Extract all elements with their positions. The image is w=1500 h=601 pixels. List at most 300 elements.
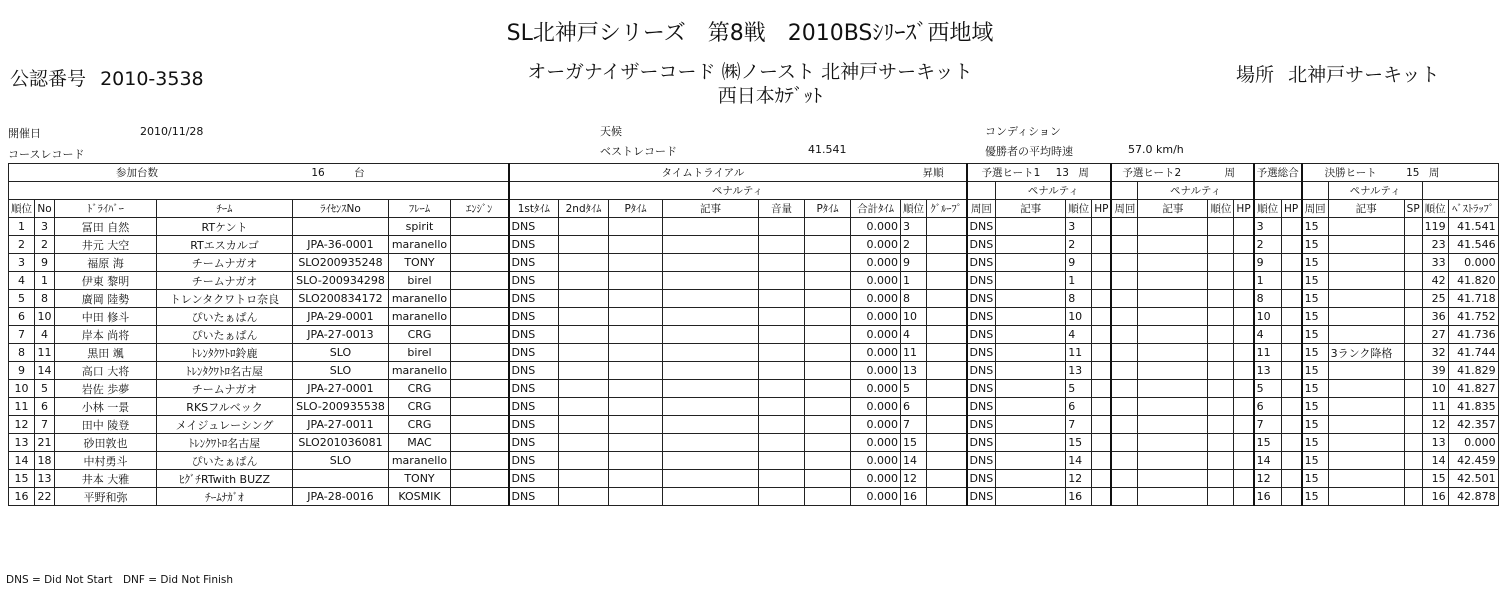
cell-agg: 14: [1254, 452, 1282, 470]
column-header: 順位: [1066, 200, 1092, 218]
empty-cell: [759, 398, 805, 416]
empty-cell: [759, 308, 805, 326]
cell-note: [1328, 488, 1404, 506]
cell-best: 42.459: [1448, 452, 1498, 470]
empty-cell: [996, 254, 1066, 272]
empty-cell: [759, 470, 805, 488]
empty-cell: [1138, 380, 1208, 398]
result-row: [9, 344, 1499, 362]
cell-pos: 15: [9, 470, 35, 488]
cell-total: 0.000: [851, 236, 901, 254]
cell-no: 8: [35, 290, 55, 308]
result-row: [9, 398, 1499, 416]
empty-cell: [609, 470, 663, 488]
cell-frame: maranello: [389, 452, 451, 470]
empty-cell: [1234, 290, 1254, 308]
column-header: 順位: [1422, 200, 1448, 218]
cell-pos: 11: [9, 398, 35, 416]
cell-agg: 5: [1254, 380, 1282, 398]
cell-h1: DNS: [967, 218, 996, 236]
cell-pos: 1: [9, 218, 35, 236]
empty-cell: [1234, 398, 1254, 416]
empty-cell: [1281, 326, 1302, 344]
column-header: 周回: [1111, 200, 1138, 218]
column-header: HP: [1281, 200, 1302, 218]
cert-label: 公認番号: [10, 68, 87, 90]
cell-f_rank: 11: [1422, 398, 1448, 416]
cell-best: 0.000: [1448, 434, 1498, 452]
empty-cell: [451, 254, 509, 272]
tt-penalty-label: ペナルティ: [509, 182, 967, 200]
cell-pos: 13: [9, 434, 35, 452]
empty-cell: [1281, 434, 1302, 452]
cell-no: 18: [35, 452, 55, 470]
final-penalty-label: ペナルティ: [1328, 182, 1422, 200]
cell-total: 0.000: [851, 290, 901, 308]
cell-h1: DNS: [967, 452, 996, 470]
cell-frame: maranello: [389, 290, 451, 308]
cell-total: 0.000: [851, 380, 901, 398]
empty-cell: [663, 470, 759, 488]
empty-cell: [1208, 398, 1234, 416]
cell-h1_rank: 13: [1066, 362, 1092, 380]
result-row: [9, 326, 1499, 344]
result-row: [9, 236, 1499, 254]
empty-cell: [1111, 254, 1138, 272]
cell-license: SLO: [293, 362, 389, 380]
empty-cell: [1111, 290, 1138, 308]
cell-laps: 15: [1302, 470, 1329, 488]
cell-tt_rank: 7: [901, 416, 927, 434]
result-row: [9, 434, 1499, 452]
empty-cell: [759, 344, 805, 362]
cell-h1_rank: 16: [1066, 488, 1092, 506]
cell-laps: 15: [1302, 488, 1329, 506]
cell-team: ﾄﾚﾝﾀｸﾜﾄﾛ鈴鹿: [157, 344, 293, 362]
cell-team: ﾄﾚﾝﾀｸﾜﾄﾛ名古屋: [157, 362, 293, 380]
cell-f_rank: 119: [1422, 218, 1448, 236]
cell-note: [1328, 470, 1404, 488]
column-header: ﾌﾚｰﾑ: [389, 200, 451, 218]
cell-f_rank: 12: [1422, 416, 1448, 434]
cell-license: SLO200935248: [293, 254, 389, 272]
cell-tt_rank: 3: [901, 218, 927, 236]
empty-cell: [1208, 308, 1234, 326]
empty-cell: [1111, 236, 1138, 254]
empty-cell: [451, 380, 509, 398]
empty-cell: [1138, 452, 1208, 470]
heat2-label: 予選ヒート2: [1122, 167, 1182, 179]
empty-cell: [1092, 416, 1112, 434]
cell-pos: 14: [9, 452, 35, 470]
result-row: [9, 218, 1499, 236]
cell-agg: 1: [1254, 272, 1282, 290]
cell-h1: DNS: [967, 362, 996, 380]
empty-cell: [1092, 452, 1112, 470]
cell-h1_rank: 15: [1066, 434, 1092, 452]
empty-cell: [1234, 488, 1254, 506]
cell-team: ぴいたぁぱん: [157, 308, 293, 326]
empty-cell: [805, 344, 851, 362]
cell-no: 7: [35, 416, 55, 434]
cell-t1: DNS: [509, 218, 559, 236]
empty-cell: [663, 434, 759, 452]
empty-cell: [609, 416, 663, 434]
empty-cell: [1138, 290, 1208, 308]
empty-cell: [559, 254, 609, 272]
cell-driver: 小林 一景: [55, 398, 157, 416]
empty-cell: [996, 272, 1066, 290]
cell-frame: birel: [389, 344, 451, 362]
cell-agg: 6: [1254, 398, 1282, 416]
empty-cell: [759, 416, 805, 434]
empty-cell: [927, 236, 967, 254]
cell-license: SLO-200934298: [293, 272, 389, 290]
cell-best: 41.829: [1448, 362, 1498, 380]
empty-cell: [996, 380, 1066, 398]
empty-cell: [1138, 398, 1208, 416]
cell-total: 0.000: [851, 254, 901, 272]
empty-cell: [663, 416, 759, 434]
cell-frame: CRG: [389, 326, 451, 344]
cell-team: ﾋｸﾞﾁRTwith BUZZ: [157, 470, 293, 488]
empty-cell: [1138, 308, 1208, 326]
heat2-penalty-label: ペナルティ: [1138, 182, 1254, 200]
cell-h1_rank: 8: [1066, 290, 1092, 308]
empty-cell: [1092, 434, 1112, 452]
empty-cell: [609, 326, 663, 344]
cell-total: 0.000: [851, 470, 901, 488]
column-header: 順位: [1254, 200, 1282, 218]
empty-cell: [609, 308, 663, 326]
empty-cell: [1111, 452, 1138, 470]
cell-agg: 7: [1254, 416, 1282, 434]
empty-cell: [996, 236, 1066, 254]
empty-cell: [609, 434, 663, 452]
empty-cell: [805, 326, 851, 344]
empty-cell: [1111, 380, 1138, 398]
cell-team: メイジュレーシング: [157, 416, 293, 434]
cell-f_rank: 13: [1422, 434, 1448, 452]
cell-tt_rank: 11: [901, 344, 927, 362]
empty-cell: [996, 290, 1066, 308]
cell-pos: 5: [9, 290, 35, 308]
empty-cell: [805, 452, 851, 470]
cell-frame: TONY: [389, 470, 451, 488]
cell-t1: DNS: [509, 362, 559, 380]
course-record-label: コースレコード: [8, 148, 85, 161]
cell-total: 0.000: [851, 272, 901, 290]
empty-cell: [1234, 218, 1254, 236]
empty-cell: [927, 254, 967, 272]
column-header: 順位: [1208, 200, 1234, 218]
empty-cell: [1138, 416, 1208, 434]
empty-cell: [759, 236, 805, 254]
column-header: 記事: [1138, 200, 1208, 218]
cell-h1_rank: 5: [1066, 380, 1092, 398]
empty-cell: [1234, 326, 1254, 344]
cell-agg: 4: [1254, 326, 1282, 344]
cell-pos: 9: [9, 362, 35, 380]
avg-speed-value: 57.0 km/h: [1128, 143, 1184, 156]
empty-cell: [927, 416, 967, 434]
cell-h1: DNS: [967, 416, 996, 434]
cell-h1_rank: 14: [1066, 452, 1092, 470]
empty-cell: [1208, 362, 1234, 380]
empty-cell: [996, 218, 1066, 236]
empty-cell: [805, 254, 851, 272]
result-row: [9, 308, 1499, 326]
empty-cell: [559, 290, 609, 308]
cell-t1: DNS: [509, 416, 559, 434]
cell-best: 41.820: [1448, 272, 1498, 290]
empty-cell: [451, 344, 509, 362]
empty-cell: [996, 362, 1066, 380]
cell-h1: DNS: [967, 398, 996, 416]
empty-cell: [609, 272, 663, 290]
empty-cell: [927, 470, 967, 488]
cell-no: 14: [35, 362, 55, 380]
cell-frame: maranello: [389, 362, 451, 380]
empty-cell: [759, 290, 805, 308]
cell-best: 42.878: [1448, 488, 1498, 506]
cell-driver: 黒田 颯: [55, 344, 157, 362]
empty-cell: [1234, 344, 1254, 362]
cell-h1_rank: 12: [1066, 470, 1092, 488]
empty-cell: [1138, 434, 1208, 452]
venue-label: 場所: [1236, 64, 1275, 86]
cell-driver: 中村勇斗: [55, 452, 157, 470]
column-header: 周回: [967, 200, 996, 218]
cell-t1: DNS: [509, 380, 559, 398]
column-header: 順位: [901, 200, 927, 218]
cell-no: 22: [35, 488, 55, 506]
empty-cell: [559, 236, 609, 254]
empty-cell: [559, 470, 609, 488]
empty-cell: [927, 452, 967, 470]
cell-h1_rank: 2: [1066, 236, 1092, 254]
empty-cell: [609, 236, 663, 254]
cell-total: 0.000: [851, 452, 901, 470]
empty-cell: [805, 398, 851, 416]
column-header: 1stﾀｲﾑ: [509, 200, 559, 218]
empty-cell: [663, 380, 759, 398]
cell-note: 3ランク降格: [1328, 344, 1404, 362]
cell-license: [293, 218, 389, 236]
empty-cell: [1281, 254, 1302, 272]
cell-driver: 伊東 黎明: [55, 272, 157, 290]
empty-cell: [1404, 218, 1422, 236]
empty-cell: [1208, 488, 1234, 506]
empty-cell: [805, 236, 851, 254]
cell-h1_rank: 10: [1066, 308, 1092, 326]
empty-cell: [1281, 344, 1302, 362]
cell-laps: 15: [1302, 344, 1329, 362]
cell-no: 21: [35, 434, 55, 452]
column-header: ｴﾝｼﾞﾝ: [451, 200, 509, 218]
cell-team: チームナガオ: [157, 254, 293, 272]
column-header: 合計ﾀｲﾑ: [851, 200, 901, 218]
empty-cell: [1092, 254, 1112, 272]
cell-agg: 16: [1254, 488, 1282, 506]
empty-cell: [1234, 470, 1254, 488]
result-row: [9, 488, 1499, 506]
empty-cell: [1208, 344, 1234, 362]
empty-cell: [609, 452, 663, 470]
cell-laps: 15: [1302, 452, 1329, 470]
weather-label: 天候: [600, 125, 622, 138]
empty-cell: [1208, 272, 1234, 290]
empty-cell: [451, 416, 509, 434]
empty-cell: [927, 326, 967, 344]
cell-tt_rank: 6: [901, 398, 927, 416]
cell-h1_rank: 7: [1066, 416, 1092, 434]
empty-cell: [1208, 236, 1234, 254]
cell-best: 0.000: [1448, 254, 1498, 272]
empty-cell: [1111, 308, 1138, 326]
cell-laps: 15: [1302, 434, 1329, 452]
heat-total-label: 予選総合: [1254, 164, 1302, 182]
cell-h1: DNS: [967, 308, 996, 326]
empty-cell: [1111, 218, 1138, 236]
cell-t1: DNS: [509, 236, 559, 254]
cell-h1: DNS: [967, 380, 996, 398]
cell-h1_rank: 4: [1066, 326, 1092, 344]
empty-cell: [451, 326, 509, 344]
empty-cell: [805, 488, 851, 506]
empty-cell: [1092, 488, 1112, 506]
cell-best: 42.357: [1448, 416, 1498, 434]
empty-cell: [1138, 488, 1208, 506]
empty-cell: [1234, 236, 1254, 254]
cell-t1: DNS: [509, 470, 559, 488]
empty-cell: [1234, 434, 1254, 452]
cell-pos: 16: [9, 488, 35, 506]
empty-cell: [759, 452, 805, 470]
cell-note: [1328, 236, 1404, 254]
cell-license: JPA-29-0001: [293, 308, 389, 326]
empty-cell: [609, 380, 663, 398]
heat1-laps: 13: [1055, 167, 1069, 179]
cell-laps: 15: [1302, 308, 1329, 326]
empty-cell: [1092, 362, 1112, 380]
empty-cell: [1281, 380, 1302, 398]
empty-cell: [1092, 308, 1112, 326]
empty-cell: [663, 290, 759, 308]
cell-driver: 中田 修斗: [55, 308, 157, 326]
empty-cell: [451, 488, 509, 506]
cell-team: チームナガオ: [157, 380, 293, 398]
cell-t1: DNS: [509, 434, 559, 452]
empty-cell: [996, 308, 1066, 326]
cell-laps: 15: [1302, 218, 1329, 236]
result-row: [9, 254, 1499, 272]
cell-laps: 15: [1302, 272, 1329, 290]
cell-f_rank: 27: [1422, 326, 1448, 344]
cell-tt_rank: 1: [901, 272, 927, 290]
empty-cell: [759, 362, 805, 380]
cell-no: 4: [35, 326, 55, 344]
empty-cell: [1404, 344, 1422, 362]
empty-cell: [759, 434, 805, 452]
empty-cell: [559, 272, 609, 290]
cell-driver: 井元 大空: [55, 236, 157, 254]
empty-cell: [1138, 218, 1208, 236]
empty-cell: [1092, 326, 1112, 344]
cell-agg: 2: [1254, 236, 1282, 254]
empty-cell: [1281, 362, 1302, 380]
empty-cell: [451, 362, 509, 380]
empty-cell: [1404, 362, 1422, 380]
cell-note: [1328, 326, 1404, 344]
empty-cell: [1208, 380, 1234, 398]
cell-agg: 11: [1254, 344, 1282, 362]
cell-best: 41.827: [1448, 380, 1498, 398]
column-header: 記事: [996, 200, 1066, 218]
cell-driver: 岸本 尚将: [55, 326, 157, 344]
empty-cell: [1281, 218, 1302, 236]
empty-cell: [1138, 236, 1208, 254]
empty-cell: [1404, 416, 1422, 434]
cell-frame: CRG: [389, 416, 451, 434]
empty-cell: [759, 488, 805, 506]
cell-team: ﾁｰﾑﾅｶﾞｵ: [157, 488, 293, 506]
cell-no: 13: [35, 470, 55, 488]
cell-h1: DNS: [967, 236, 996, 254]
empty-cell: [805, 380, 851, 398]
cell-best: 41.835: [1448, 398, 1498, 416]
cell-tt_rank: 4: [901, 326, 927, 344]
cell-team: ぴいたぁぱん: [157, 452, 293, 470]
empty-cell: [559, 308, 609, 326]
empty-cell: [559, 218, 609, 236]
cell-h1_rank: 9: [1066, 254, 1092, 272]
empty-cell: [559, 344, 609, 362]
cell-total: 0.000: [851, 344, 901, 362]
final-label: 決勝ヒート: [1324, 167, 1377, 179]
cell-note: [1328, 398, 1404, 416]
cell-license: SLO-200935538: [293, 398, 389, 416]
empty-cell: [759, 272, 805, 290]
empty-cell: [1208, 290, 1234, 308]
empty-cell: [1138, 344, 1208, 362]
cell-team: RKSフルベック: [157, 398, 293, 416]
empty-cell: [663, 218, 759, 236]
result-row: [9, 452, 1499, 470]
entrants-unit: 台: [354, 167, 365, 179]
empty-cell: [1092, 272, 1112, 290]
heat1-label: 予選ヒート1: [981, 167, 1041, 179]
date-value: 2010/11/28: [140, 125, 204, 138]
empty-cell: [1138, 470, 1208, 488]
cell-laps: 15: [1302, 236, 1329, 254]
empty-cell: [759, 326, 805, 344]
cell-laps: 15: [1302, 416, 1329, 434]
empty-cell: [1234, 452, 1254, 470]
cell-note: [1328, 308, 1404, 326]
cell-no: 3: [35, 218, 55, 236]
cell-pos: 4: [9, 272, 35, 290]
column-header: Pﾀｲﾑ: [805, 200, 851, 218]
result-row: [9, 290, 1499, 308]
cell-tt_rank: 10: [901, 308, 927, 326]
cell-license: SLO: [293, 452, 389, 470]
cell-h1: DNS: [967, 344, 996, 362]
empty-cell: [663, 398, 759, 416]
cell-driver: 廣岡 陸勢: [55, 290, 157, 308]
cell-pos: 12: [9, 416, 35, 434]
cell-h1: DNS: [967, 326, 996, 344]
